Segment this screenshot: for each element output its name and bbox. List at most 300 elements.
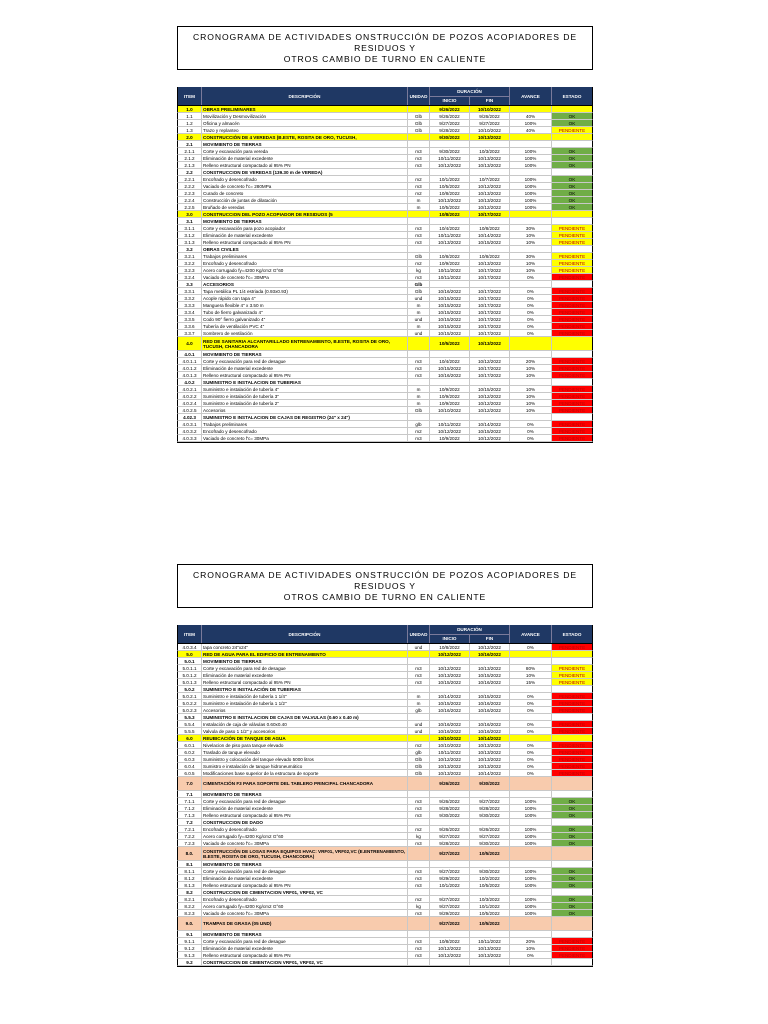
cell-unit [408, 861, 430, 867]
status-badge: PENDIENTE [552, 763, 592, 769]
cell-description: Eliminación de material excedente [202, 875, 408, 881]
cell-end-date [470, 819, 510, 825]
cell-end-date [470, 218, 510, 224]
cell-end-date: 10/13/2022 [470, 190, 510, 196]
col-duration-header [430, 625, 510, 643]
duration-label: DURACIÓN [430, 625, 509, 635]
cell-item: 8.2.2 [178, 903, 202, 909]
cell-description: Encofrado y desencofrado [202, 260, 408, 266]
cell-description: RED DE SANITARIA ALCANTARILLADO ENTRENAMIENTO, B.ESTE, ROSITA DE ORO, TUCUSH, CHANCADORA [202, 337, 408, 350]
cell-start-date: 9/29/2022 [430, 875, 470, 881]
cell-progress: 0% [510, 288, 552, 294]
cell-progress [510, 414, 552, 420]
cell-progress: 100% [510, 155, 552, 161]
cell-unit [408, 819, 430, 825]
cell-item: 7.1.1 [178, 798, 202, 804]
cell-progress: 30% [510, 253, 552, 259]
col-start-header: INICIO [430, 635, 470, 644]
cell-item: 4.0.2.2 [178, 393, 202, 399]
status-badge: PENDIENTE [552, 407, 592, 413]
table-row [177, 400, 593, 407]
title-line-2: OTROS CAMBIO DE TURNO EN CALIENTE [283, 53, 487, 64]
table-row [177, 106, 593, 113]
cell-start-date: 10/15/2022 [430, 295, 470, 301]
cell-unit [408, 169, 430, 175]
cell-description: Manguera flexible 4" x 3.50 m [202, 302, 408, 308]
cell-end-date: 10/12/2022 [470, 393, 510, 399]
cell-unit: m3 [408, 183, 430, 189]
cell-progress [510, 134, 552, 140]
status-badge: OK [552, 113, 592, 119]
table-row [177, 218, 593, 225]
cell-start-date: 10/12/2022 [430, 756, 470, 762]
cell-progress: 0% [510, 316, 552, 322]
cell-status [552, 658, 592, 664]
table-row [177, 756, 593, 763]
cell-progress [510, 351, 552, 357]
cell-unit: und [408, 316, 430, 322]
cell-unit: Glb [408, 756, 430, 762]
cell-unit: m [408, 323, 430, 329]
cell-unit [408, 931, 430, 937]
cell-start-date: 10/15/2022 [430, 309, 470, 315]
cell-end-date: 10/13/2022 [470, 749, 510, 755]
cell-end-date: 10/3/2022 [470, 148, 510, 154]
cell-progress: 100% [510, 176, 552, 182]
cell-start-date [430, 218, 470, 224]
cell-status [552, 861, 592, 867]
cell-item: 5.0.1 [178, 658, 202, 664]
cell-unit: und [408, 728, 430, 734]
cell-progress: 100% [510, 826, 552, 832]
cell-start-date [430, 686, 470, 692]
cell-progress: 0% [510, 756, 552, 762]
cell-description: MOVIMIENTO DE TIERRAS [202, 791, 408, 797]
cell-progress: 0% [510, 302, 552, 308]
cell-progress: 0% [510, 421, 552, 427]
table-row [177, 358, 593, 365]
cell-item: 6.0 [178, 735, 202, 741]
table-row [177, 211, 593, 218]
cell-item: 2.2.4 [178, 197, 202, 203]
cell-end-date: 10/12/2022 [470, 435, 510, 441]
cell-end-date: 10/17/2022 [470, 211, 510, 217]
status-badge: PENDIENTE [552, 358, 592, 364]
cell-description: Acero corrugado fy=4200 Kg/cm2 G°60 [202, 903, 408, 909]
cell-item: 9.0. [178, 917, 202, 930]
cell-progress [510, 959, 552, 965]
cell-item: 4.0.1.2 [178, 365, 202, 371]
cell-progress: 0% [510, 274, 552, 280]
cell-progress: 10% [510, 267, 552, 273]
table-row [177, 707, 593, 714]
duration-label: DURACIÓN [430, 87, 509, 97]
cell-unit: Glb [408, 763, 430, 769]
cell-end-date: 10/13/2022 [470, 742, 510, 748]
table-row [177, 728, 593, 735]
cell-end-date: 10/16/2022 [470, 728, 510, 734]
status-badge: PENDIENTE [552, 644, 592, 650]
cell-description: Eliminación de material excedente [202, 945, 408, 951]
cell-progress [510, 714, 552, 720]
cell-start-date: 9/26/2022 [430, 113, 470, 119]
cell-status [552, 351, 592, 357]
cell-description: Movilización y Desmovilización [202, 113, 408, 119]
cell-start-date: 10/16/2022 [430, 728, 470, 734]
cell-start-date [430, 281, 470, 287]
cell-description: Tapa metálica PL 1/4 estriada (0.93x0.93) [202, 288, 408, 294]
col-duration-header [430, 87, 510, 105]
cell-start-date: 10/8/2022 [430, 644, 470, 650]
cell-unit: m [408, 693, 430, 699]
cell-progress: 20% [510, 358, 552, 364]
cell-item: 8.2.1 [178, 896, 202, 902]
cell-item: 7.2.2 [178, 833, 202, 839]
table-row [177, 672, 593, 679]
cell-end-date [470, 889, 510, 895]
cell-progress: 0% [510, 435, 552, 441]
cell-item: 4.0 [178, 337, 202, 350]
cell-start-date: 10/11/2022 [430, 749, 470, 755]
cell-end-date: 10/5/2022 [470, 910, 510, 916]
cell-description: Corte y excavación para pozo acopiador [202, 225, 408, 231]
cell-progress: 0% [510, 323, 552, 329]
cell-description: CONSTRUCCION DE CIMENTACION VRF01, VRF02, VC [202, 959, 408, 965]
cell-description: CONSTRUCCION DE DADO [202, 819, 408, 825]
cell-unit [408, 847, 430, 860]
table-row [177, 379, 593, 386]
cell-unit: Glb [408, 113, 430, 119]
cell-start-date [430, 931, 470, 937]
table-row [177, 903, 593, 910]
cell-start-date: 10/15/2022 [430, 330, 470, 336]
cell-start-date: 10/13/2022 [430, 763, 470, 769]
cell-item: 7.1 [178, 791, 202, 797]
table-row [177, 435, 593, 442]
cell-unit: m [408, 393, 430, 399]
cell-end-date: 10/8/2022 [470, 225, 510, 231]
cell-start-date [430, 819, 470, 825]
cell-item: 2.1.2 [178, 155, 202, 161]
cell-description: RED DE AGUA PARA EL EDIFICIO DE ENTRENAMIENTO [202, 651, 408, 657]
table-row [177, 868, 593, 875]
cell-start-date [430, 414, 470, 420]
cell-description: Bruñado de veredas [202, 204, 408, 210]
cell-status [552, 651, 592, 657]
cell-description: Oficina y almacén [202, 120, 408, 126]
cell-end-date: 10/17/2022 [470, 365, 510, 371]
cell-item: 3.2.3 [178, 267, 202, 273]
cell-start-date: 10/8/2022 [430, 190, 470, 196]
table-row [177, 365, 593, 372]
cell-progress [510, 106, 552, 112]
cell-start-date [430, 889, 470, 895]
cell-unit: m2 [408, 742, 430, 748]
cell-item: 9.2 [178, 959, 202, 965]
cell-progress: 0% [510, 309, 552, 315]
cell-description: OBRAS CIVILES [202, 246, 408, 252]
cell-unit: m3 [408, 910, 430, 916]
cell-unit [408, 141, 430, 147]
cell-status [552, 246, 592, 252]
cell-item: 3.3.4 [178, 309, 202, 315]
cell-progress: 40% [510, 113, 552, 119]
cell-start-date: 9/26/2022 [430, 798, 470, 804]
table-row [177, 414, 593, 421]
cell-unit: m3 [408, 365, 430, 371]
cell-item: 3.1.3 [178, 239, 202, 245]
cell-unit: m [408, 204, 430, 210]
table-row [177, 155, 593, 162]
cell-progress [510, 791, 552, 797]
cell-item: 3.2 [178, 246, 202, 252]
cell-progress: 100% [510, 183, 552, 189]
status-badge: PENDIENTE [552, 770, 592, 776]
cell-start-date: 9/27/2022 [430, 868, 470, 874]
cell-end-date: 9/27/2022 [470, 833, 510, 839]
cell-end-date: 10/5/2022 [470, 882, 510, 888]
col-desc-header: DESCRIPCIÓN [202, 625, 408, 643]
cell-unit: Glb [408, 281, 430, 287]
cell-end-date: 9/30/2022 [470, 840, 510, 846]
cell-end-date: 9/27/2022 [470, 120, 510, 126]
cell-status [552, 917, 592, 930]
cell-item: 5.5.5 [178, 728, 202, 734]
cell-item: 4.0.1 [178, 351, 202, 357]
cell-end-date: 10/15/2022 [470, 693, 510, 699]
table-row [177, 407, 593, 414]
cell-end-date [470, 141, 510, 147]
cell-description: SUMINISTRO E INSTALACIÓN DE TUBERIAS [202, 686, 408, 692]
table-row [177, 735, 593, 742]
table-row [177, 826, 593, 833]
cell-progress: 40% [510, 127, 552, 133]
status-badge: PENDIENTE [552, 316, 592, 322]
cell-progress [510, 169, 552, 175]
cell-unit: m3 [408, 672, 430, 678]
col-unit-header: UNIDAD [408, 87, 430, 105]
status-badge: OK [552, 148, 592, 154]
cell-progress: 100% [510, 798, 552, 804]
cell-description: Modificaciones base superior de la estructura de soporte [202, 770, 408, 776]
table-row [177, 777, 593, 791]
cell-description: Acople rápido con tapa 4" [202, 295, 408, 301]
col-progress-header: AVANCE [510, 87, 552, 105]
table-row [177, 959, 593, 966]
cell-description: Vaciado de concreto f'c= 30MPa [202, 840, 408, 846]
cell-unit: m3 [408, 882, 430, 888]
cell-end-date: 10/17/2022 [470, 330, 510, 336]
table-row [177, 120, 593, 127]
cell-item: 3.3.5 [178, 316, 202, 322]
status-badge: OK [552, 162, 592, 168]
cell-description: Corte y excavación para red de desague [202, 358, 408, 364]
status-badge: PENDIENTE [552, 239, 592, 245]
cell-progress: 100% [510, 910, 552, 916]
cell-start-date: 9/26/2022 [430, 106, 470, 112]
cell-start-date: 10/14/2022 [430, 693, 470, 699]
cell-description: Trazo y replanteo [202, 127, 408, 133]
status-badge: PENDIENTE [552, 938, 592, 944]
cell-item: 2.2.2 [178, 183, 202, 189]
cell-unit: m3 [408, 945, 430, 951]
cell-progress: 0% [510, 428, 552, 434]
cell-end-date: 10/3/2022 [470, 896, 510, 902]
cell-item: 8.1.3 [178, 882, 202, 888]
cell-status [552, 819, 592, 825]
cell-description: Tubo de fierro galvanizado 4" [202, 309, 408, 315]
cell-unit: m3 [408, 665, 430, 671]
cell-unit: m3 [408, 868, 430, 874]
cell-progress: 0% [510, 330, 552, 336]
status-badge: PENDIENTE [552, 672, 592, 678]
cell-end-date: 10/5/2022 [470, 847, 510, 860]
cell-start-date: 10/13/2022 [430, 197, 470, 203]
col-end-header: FIN [485, 98, 494, 104]
table-row [177, 805, 593, 812]
cell-start-date: 9/28/2022 [430, 127, 470, 133]
status-badge: OK [552, 868, 592, 874]
cell-description: Relleno estructural compactado al 95% PN [202, 679, 408, 685]
cell-start-date: 9/27/2022 [430, 917, 470, 930]
table-row [177, 288, 593, 295]
cell-item: 4.0.3.4 [178, 644, 202, 650]
cell-unit: und [408, 330, 430, 336]
cell-start-date: 10/11/2022 [430, 267, 470, 273]
cell-progress [510, 889, 552, 895]
col-desc-header: DESCRIPCIÓN [202, 87, 408, 105]
cell-progress: 0% [510, 707, 552, 713]
status-badge: PENDIENTE [552, 400, 592, 406]
cell-description: Encofrado y desencofrado [202, 176, 408, 182]
cell-start-date: 10/13/2022 [430, 672, 470, 678]
status-badge: OK [552, 805, 592, 811]
status-badge: OK [552, 155, 592, 161]
status-badge: OK [552, 190, 592, 196]
table-row [177, 686, 593, 693]
table-row [177, 393, 593, 400]
status-badge: PENDIENTE [552, 232, 592, 238]
cell-description: Corte y excavación para red de desague [202, 868, 408, 874]
cell-item: 6.0.2 [178, 749, 202, 755]
cell-item: 3.3 [178, 281, 202, 287]
cell-unit: kg [408, 903, 430, 909]
cell-status [552, 141, 592, 147]
table-row [177, 386, 593, 393]
table-row [177, 714, 593, 721]
cell-unit: und [408, 295, 430, 301]
cell-start-date [430, 246, 470, 252]
cell-end-date: 10/15/2022 [470, 672, 510, 678]
col-progress-header: AVANCE [510, 625, 552, 643]
cell-start-date: 10/8/2022 [430, 253, 470, 259]
cell-item: 7.2.3 [178, 840, 202, 846]
cell-progress [510, 931, 552, 937]
status-badge: OK [552, 183, 592, 189]
cell-start-date: 9/27/2022 [430, 833, 470, 839]
cell-description: MOVIMIENTO DE TIERRAS [202, 658, 408, 664]
cell-end-date: 10/7/2022 [470, 176, 510, 182]
cell-end-date: 10/10/2022 [470, 106, 510, 112]
table-row [177, 351, 593, 358]
cell-status [552, 106, 592, 112]
status-badge: PENDIENTE [552, 700, 592, 706]
schedule-title [177, 26, 593, 70]
cell-description: CONSTRUCCIÓN DE 4 VEREDAS (B.ESTE, ROSITA DE ORO, TUCUSH, [202, 134, 408, 140]
cell-item: 7.1.2 [178, 805, 202, 811]
cell-unit [408, 651, 430, 657]
cell-progress [510, 917, 552, 930]
cell-item: 4.02.3 [178, 414, 202, 420]
cell-end-date: 10/14/2022 [470, 770, 510, 776]
cell-description: Trabajos preliminares [202, 253, 408, 259]
cell-item: 4.0.3.2 [178, 428, 202, 434]
cell-end-date [470, 379, 510, 385]
cell-description: CONSTRUCCION DE CIMENTACION VRF01, VRF02, VC [202, 889, 408, 895]
cell-end-date [470, 959, 510, 965]
cell-unit: m3 [408, 372, 430, 378]
status-badge: PENDIENTE [552, 721, 592, 727]
table-row [177, 833, 593, 840]
cell-unit [408, 337, 430, 350]
cell-description: Codo 90° fierro galvanizado 4" [202, 316, 408, 322]
cell-description: Corte y excavación para red de desague [202, 798, 408, 804]
cell-progress [510, 777, 552, 790]
cell-unit [408, 735, 430, 741]
cell-end-date: 10/17/2022 [470, 309, 510, 315]
cell-unit [408, 777, 430, 790]
cell-unit: m3 [408, 805, 430, 811]
cell-description: MOVIMIENTO DE TIERRAS [202, 351, 408, 357]
cell-status [552, 791, 592, 797]
cell-start-date [430, 141, 470, 147]
cell-end-date: 10/14/2022 [470, 232, 510, 238]
cell-progress [510, 686, 552, 692]
cell-end-date: 10/17/2022 [470, 316, 510, 322]
cell-progress: 10% [510, 372, 552, 378]
status-badge: OK [552, 176, 592, 182]
cell-end-date: 10/13/2022 [470, 756, 510, 762]
cell-unit: m2 [408, 176, 430, 182]
cell-description: Instalación de caja de válvulas 0.60x0.40 [202, 721, 408, 727]
cell-status [552, 218, 592, 224]
cell-status [552, 414, 592, 420]
cell-item: 5.0.1.2 [178, 672, 202, 678]
cell-progress: 10% [510, 386, 552, 392]
cell-end-date: 10/12/2022 [470, 204, 510, 210]
cell-end-date: 10/13/2022 [470, 763, 510, 769]
cell-description: ACCESORIOS [202, 281, 408, 287]
cell-start-date: 10/10/2022 [430, 735, 470, 741]
title-line-1: CRONOGRAMA DE ACTIVIDADES ONSTRUCCIÓN DE POZOS ACOPIADORES DE RESIDUOS Y [193, 31, 577, 53]
cell-description: Relleno estructural compactado al 95% PN [202, 239, 408, 245]
cell-start-date: 10/15/2022 [430, 302, 470, 308]
cell-item: 4.0.3.3 [178, 435, 202, 441]
cell-item: 3.3.1 [178, 288, 202, 294]
cell-unit [408, 218, 430, 224]
cell-progress: 100% [510, 812, 552, 818]
cell-unit: m [408, 309, 430, 315]
cell-end-date: 10/10/2022 [470, 127, 510, 133]
cell-end-date [470, 414, 510, 420]
cell-item: 2.1 [178, 141, 202, 147]
cell-description: CONSTRUCCION DEL POZO ACOPIADOR DE RESIDUOS (5 [202, 211, 408, 217]
cell-unit: m3 [408, 840, 430, 846]
cell-unit: m3 [408, 148, 430, 154]
cell-progress: 100% [510, 204, 552, 210]
cell-description: REUBICACIÓN DE TANQUE DE AGUA [202, 735, 408, 741]
status-badge: PENDIENTE [552, 693, 592, 699]
